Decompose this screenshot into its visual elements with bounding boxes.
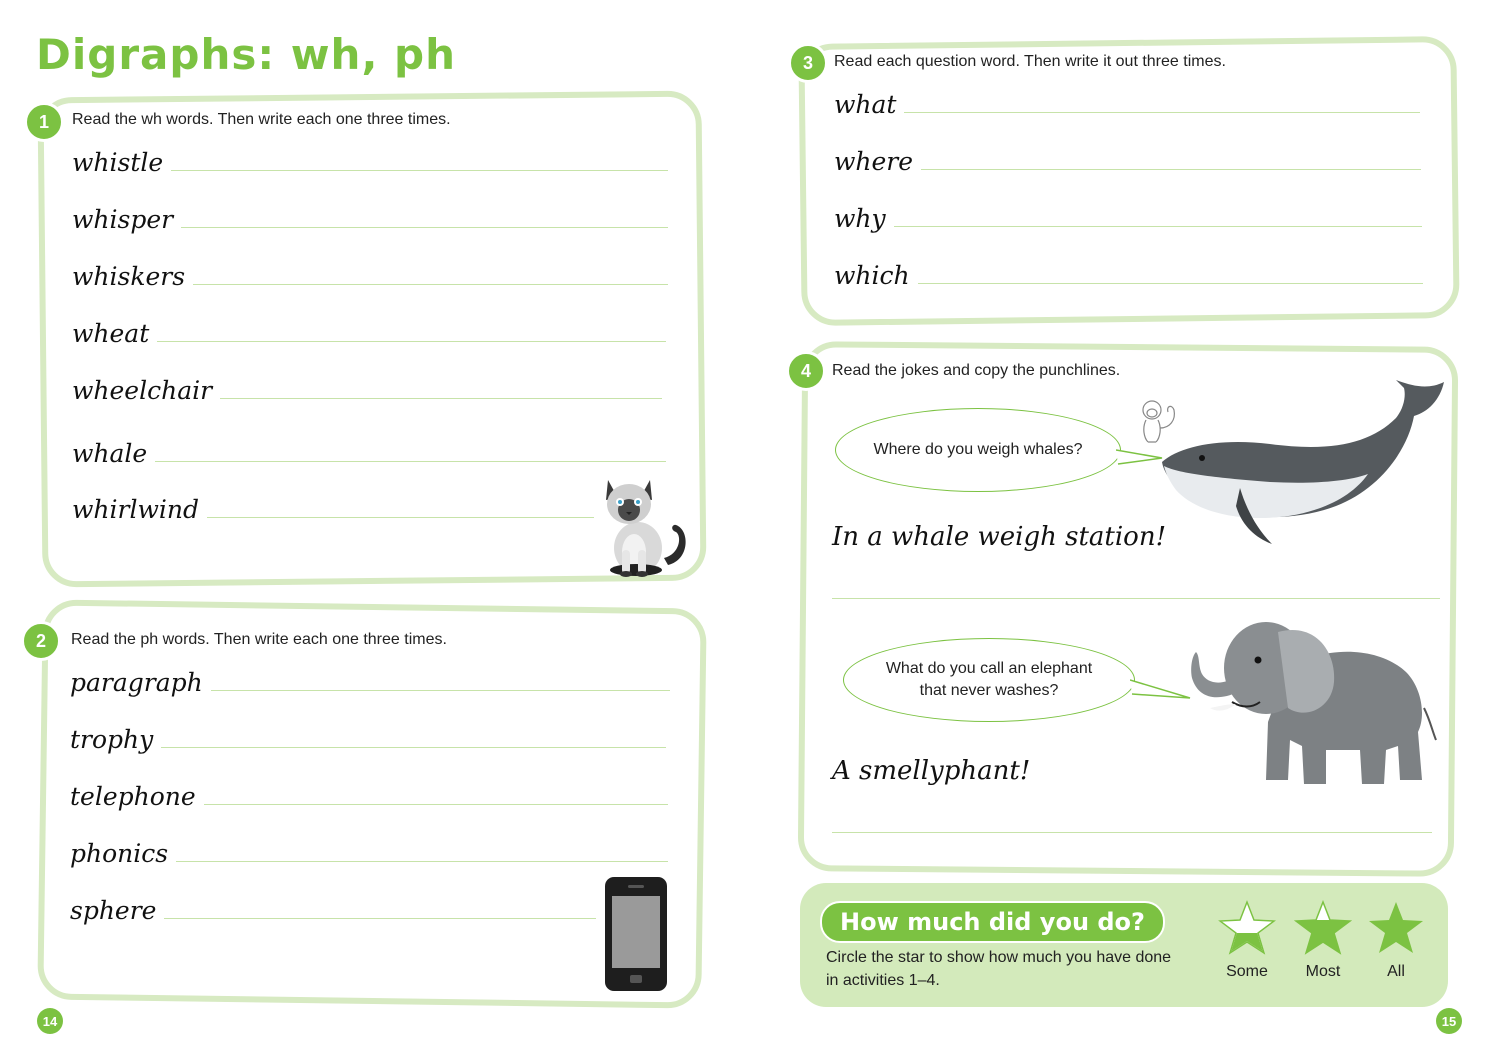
star-option-some[interactable] bbox=[1212, 900, 1282, 981]
practice-word: whistle bbox=[72, 148, 164, 177]
page-title: Digraphs: wh, ph bbox=[36, 30, 457, 79]
writing-line[interactable] bbox=[171, 170, 668, 171]
star-label: Some bbox=[1226, 963, 1268, 980]
practice-word: trophy bbox=[70, 725, 154, 754]
practice-row[interactable] bbox=[72, 321, 666, 346]
mobile-phone-illustration bbox=[604, 876, 668, 992]
page-number-right: 15 bbox=[1436, 1008, 1462, 1034]
writing-line[interactable] bbox=[164, 918, 596, 919]
writing-line[interactable] bbox=[904, 112, 1420, 113]
practice-word: wheat bbox=[72, 319, 150, 348]
self-assessment-heading: How much did you do? bbox=[820, 901, 1165, 943]
practice-word: which bbox=[834, 261, 910, 290]
activity-3-instruction: Read each question word. Then write it out three times. bbox=[834, 53, 1226, 70]
practice-word: phonics bbox=[70, 839, 169, 868]
writing-line[interactable] bbox=[161, 747, 666, 748]
star-icon bbox=[1294, 900, 1352, 956]
practice-word: sphere bbox=[70, 896, 157, 925]
practice-word: whisper bbox=[72, 205, 174, 234]
star-label: All bbox=[1387, 963, 1405, 980]
writing-line[interactable] bbox=[155, 461, 666, 462]
practice-row[interactable] bbox=[70, 898, 596, 923]
practice-row[interactable] bbox=[834, 92, 1420, 117]
cat-illustration bbox=[598, 470, 692, 580]
joke-question-text: What do you call an elephant that never washes? bbox=[885, 660, 1093, 699]
activity-3-badge: 3 bbox=[788, 43, 828, 83]
activity-2-instruction: Read the ph words. Then write each one three times. bbox=[71, 631, 447, 648]
joke-punchline: In a whale weigh station! bbox=[832, 522, 1167, 552]
writing-line[interactable] bbox=[211, 690, 670, 691]
elephant-illustration bbox=[1186, 612, 1438, 796]
practice-word: where bbox=[834, 147, 914, 176]
writing-line[interactable] bbox=[207, 517, 594, 518]
activity-4-instruction: Read the jokes and copy the punchlines. bbox=[832, 362, 1121, 379]
practice-row[interactable] bbox=[70, 727, 666, 752]
bubble-tail bbox=[1116, 448, 1164, 468]
practice-row[interactable] bbox=[72, 378, 662, 403]
practice-word: paragraph bbox=[70, 668, 203, 697]
writing-line[interactable] bbox=[204, 804, 668, 805]
writing-line[interactable] bbox=[220, 398, 662, 399]
writing-line[interactable] bbox=[921, 169, 1421, 170]
practice-word: telephone bbox=[70, 782, 196, 811]
writing-line[interactable] bbox=[193, 284, 668, 285]
practice-row[interactable] bbox=[70, 841, 668, 866]
star-option-most[interactable] bbox=[1288, 900, 1358, 981]
star-icon bbox=[1218, 900, 1276, 956]
activity-4-badge: 4 bbox=[786, 351, 826, 391]
star-option-all[interactable] bbox=[1361, 900, 1431, 981]
writing-line[interactable] bbox=[176, 861, 668, 862]
practice-word: what bbox=[834, 90, 897, 119]
practice-word: whiskers bbox=[72, 262, 186, 291]
writing-line[interactable] bbox=[157, 341, 666, 342]
writing-line[interactable] bbox=[832, 832, 1432, 833]
practice-word: whale bbox=[72, 439, 148, 468]
practice-word: why bbox=[834, 204, 886, 233]
practice-row[interactable] bbox=[834, 149, 1421, 174]
writing-line[interactable] bbox=[832, 598, 1440, 599]
practice-row[interactable] bbox=[70, 670, 670, 695]
page-number-left: 14 bbox=[37, 1008, 63, 1034]
practice-row[interactable] bbox=[72, 497, 594, 522]
practice-row[interactable] bbox=[72, 150, 668, 175]
practice-row[interactable] bbox=[72, 441, 666, 466]
practice-word: whirlwind bbox=[72, 495, 199, 524]
practice-row[interactable] bbox=[70, 784, 668, 809]
star-icon bbox=[1367, 900, 1425, 956]
whale-illustration bbox=[1160, 378, 1448, 550]
star-label: Most bbox=[1305, 963, 1341, 980]
activity-1-instruction: Read the wh words. Then write each one three times. bbox=[72, 111, 451, 128]
self-assessment-instruction: Circle the star to show how much you have done in activities 1–4. bbox=[826, 949, 1172, 989]
activity-1-badge: 1 bbox=[24, 102, 64, 142]
writing-line[interactable] bbox=[894, 226, 1422, 227]
writing-line[interactable] bbox=[918, 283, 1423, 284]
joke-question-bubble: Where do you weigh whales? bbox=[835, 408, 1121, 492]
bubble-tail bbox=[1130, 678, 1192, 702]
practice-word: wheelchair bbox=[72, 376, 213, 405]
practice-row[interactable] bbox=[834, 206, 1422, 231]
practice-row[interactable] bbox=[72, 207, 668, 232]
writing-line[interactable] bbox=[181, 227, 668, 228]
joke-punchline: A smellyphant! bbox=[832, 756, 1031, 786]
practice-row[interactable] bbox=[72, 264, 668, 289]
activity-2-badge: 2 bbox=[21, 621, 61, 661]
joke-question-bubble bbox=[843, 638, 1135, 722]
practice-row[interactable] bbox=[834, 263, 1423, 288]
